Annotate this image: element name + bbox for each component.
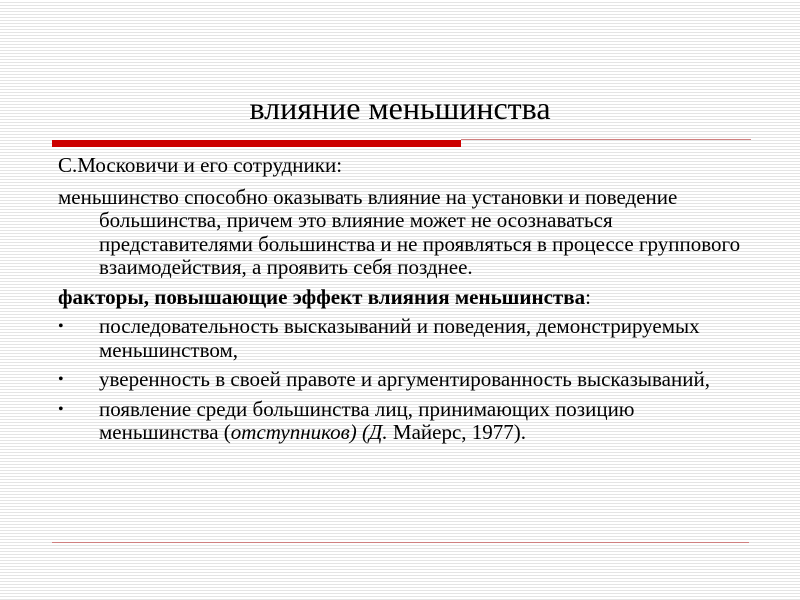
author-line: С.Московичи и его сотрудники: [58,153,343,177]
factors-heading-line [58,286,758,310]
title-underline-red [52,140,461,147]
bullet-icon: • [58,318,64,335]
factor-item [58,315,758,362]
bottom-rule [52,542,749,543]
factors-heading: факторы, повышающие эффект влияния меньшинства [58,284,586,309]
factor-item [58,368,758,392]
factor-item [58,398,758,445]
factor-text: уверенность в своей правоте и аргументированность высказываний, [99,367,710,391]
factor-text-tail: Майерс, 1977). [387,420,527,444]
title-underline-thin [461,139,751,140]
factor-text [99,397,635,445]
factor-text: последовательность высказываний и поведения, демонстрируемых меньшинством, [99,314,700,362]
bullet-icon: • [58,371,64,388]
factor-text-start: появление среди большинства лиц, принимающих позицию меньшинства ( [99,396,635,444]
factor-text-italic: отступников) (Д. [230,420,388,444]
bullet-icon: • [58,400,64,418]
factors-colon: : [585,284,591,309]
main-statement: меньшинство способно оказывать влияние на установки и поведение большинства, причем это влияние может не осознаваться представителями большинства и не проявляться в процессе группового взаимодействия, а проявить себя позднее. [58,184,741,279]
slide-title: влияние меньшинства [249,90,551,126]
slide-body [58,154,758,451]
